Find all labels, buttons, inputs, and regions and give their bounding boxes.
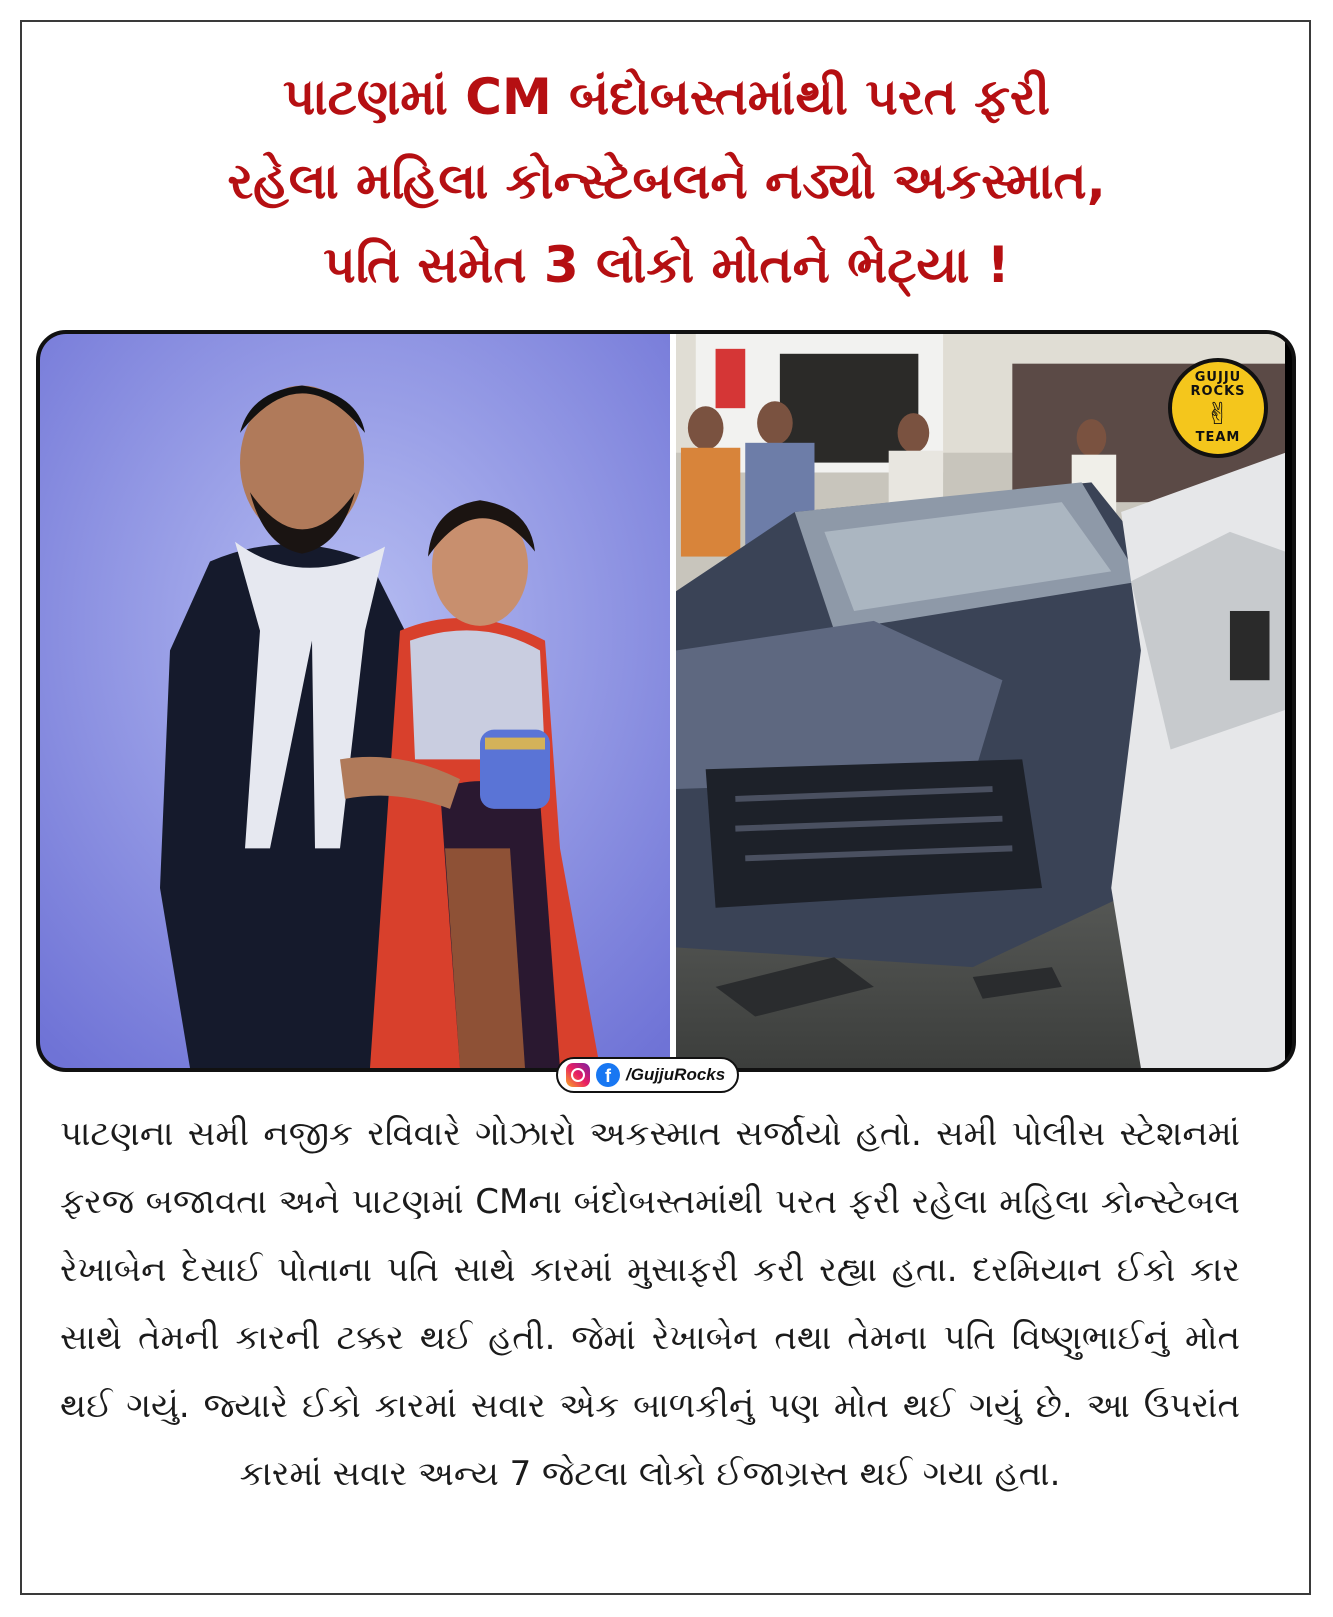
headline-line-1: પાટણમાં CM બંદોબસ્તમાંથી પરત ફરી	[282, 68, 1051, 126]
headline	[40, 55, 1293, 307]
social-handle[interactable]: /GujjuRocks	[626, 1065, 726, 1084]
instagram-icon[interactable]	[566, 1063, 590, 1087]
facebook-icon[interactable]: f	[596, 1063, 620, 1087]
social-handle-bar[interactable]	[556, 1057, 739, 1093]
photo-panel	[36, 330, 1296, 1072]
logo-name: GUJJU ROCKS	[1190, 370, 1246, 399]
couple-photo	[40, 334, 670, 1068]
brand-logo	[1168, 358, 1268, 458]
article-body: પાટણના સમી નજીક રવિવારે ગોઝારો અકસ્માત સર્જાયો હતો. સમી પોલીસ સ્ટેશનમાં ફરજ બજાવતા અને પાટણમાં CMના બંદોબસ્તમાંથી પરત ફરી રહેલા મહિલા કોન્સ્ટેબલ રેખાબેન દેસાઈ પોતાના પતિ સાથે કારમાં મુસાફરી કરી રહ્યા હતા. દરમિયાન ઈકો કાર સાથે તેમની કારની ટક્કર થઈ હતી. જેમાં રેખાબેન તથા તેમના પતિ વિષ્ણુભાઈનું મોત થઈ ગયું. જ્યારે ઈકો કારમાં સવાર એક બાળકીનું પણ મોત થઈ ગયું છે. આ ઉપરાંત કારમાં સવાર અન્ય 7 જેટલા લોકો ઈજાગ્રસ્ત થઈ ગયા હતા.	[60, 1114, 1240, 1494]
headline-line-3: પતિ સમેત 3 લોકો મોતને ભેટ્યા !	[323, 236, 1010, 294]
logo-sub: TEAM	[1195, 430, 1241, 445]
headline-line-2: રહેલા મહિલા કોન્સ્ટેબલને નડ્યો અકસ્માત,	[227, 152, 1106, 210]
rock-hand-icon: ✌	[1205, 397, 1231, 432]
